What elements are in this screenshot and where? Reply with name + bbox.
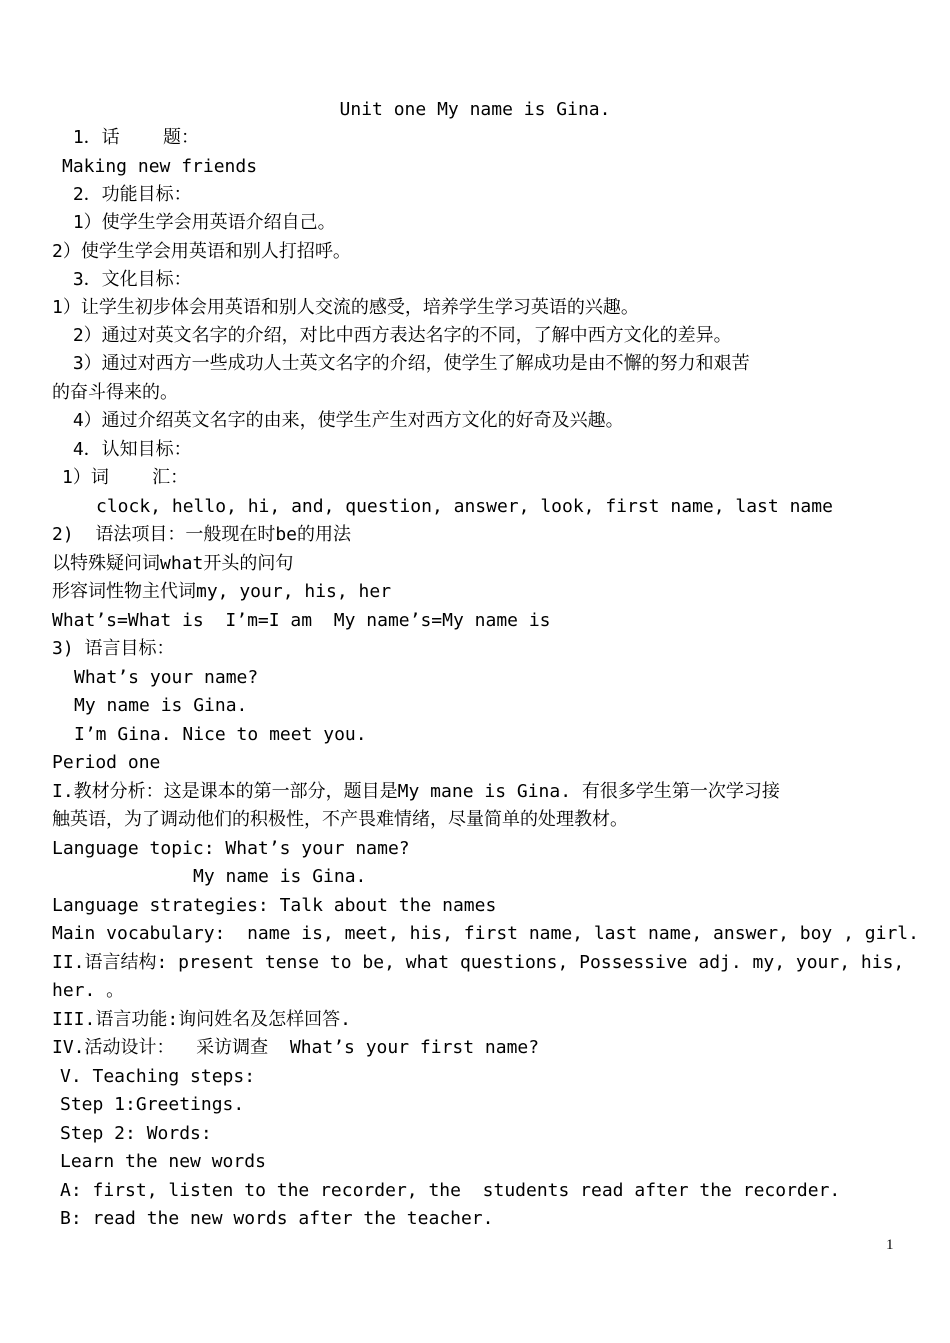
language-goal-1: What’s your name? [74,667,259,688]
language-strategies: Language strategies: Talk about the names [52,895,497,916]
language-goal-3: I’m Gina. Nice to meet you. [74,724,367,745]
main-vocabulary: Main vocabulary: name is, meet, his, first name, last name, answer, boy , girl. [52,923,919,944]
vocabulary-heading: 1）词 汇： [62,467,189,488]
step-2: Step 2: Words: [60,1123,212,1144]
culture-goal-3-continued: 的奋斗得来的。 [52,382,178,403]
learn-new-words: Learn the new words [60,1151,266,1172]
language-function: III.语言功能:询问姓名及怎样回答. [52,1009,352,1030]
section-function-goals-heading: 2．功能目标： [62,184,192,205]
language-topic-answer: My name is Gina. [193,866,367,887]
step-1: Step 1:Greetings. [60,1094,245,1115]
step-b: B: read the new words after the teacher. [60,1208,494,1229]
culture-goal-4: 4）通过介绍英文名字的由来，使学生产生对西方文化的好奇及兴趣。 [62,410,624,431]
grammar-item-1: 以特殊疑问词what开头的问句 [52,553,294,574]
vocabulary-list: clock, hello, hi, and, question, answer, look, first name, last name [96,496,833,517]
topic-text: Making new friends [62,156,258,177]
language-goals-heading: 3) 语言目标： [52,638,175,659]
function-goal-1: 1）使学生学会用英语介绍自己。 [62,212,336,233]
language-structure-continued: her. 。 [52,980,125,1001]
textbook-analysis-continued: 触英语，为了调动他们的积极性，不产畏难情绪，尽量简单的处理教材。 [52,809,628,830]
section-cognitive-goals-heading: 4．认知目标： [62,439,192,460]
section-culture-goals-heading: 3．文化目标： [62,269,192,290]
document-title: Unit one My name is Gina. [339,99,611,120]
grammar-heading: 2) 语法项目：一般现在时be的用法 [52,524,352,545]
step-a: A: first, listen to the recorder, the students read after the recorder. [60,1180,841,1201]
language-topic: Language topic: What’s your name? [52,838,410,859]
culture-goal-3: 3）通过对西方一些成功人士英文名字的介绍，使学生了解成功是由不懈的努力和艰苦 [62,353,750,374]
culture-goal-1: 1）让学生初步体会用英语和别人交流的感受，培养学生学习英语的兴趣。 [52,297,639,318]
grammar-item-3: What’s=What is I’m=I am My name’s=My name is [52,610,551,631]
culture-goal-2: 2）通过对英文名字的介绍，对比中西方表达名字的不同，了解中西方文化的差异。 [62,325,732,346]
section-topic-heading: 1．话 题： [62,127,200,148]
period-heading: Period one [52,752,161,773]
page-number: 1 [886,1237,894,1253]
function-goal-2: 2）使学生学会用英语和别人打招呼。 [52,241,351,262]
teaching-steps-heading: V. Teaching steps: [60,1066,256,1087]
language-structure: II.语言结构: present tense to be, what questions, Possessive adj. my, your, his, [52,952,905,973]
language-goal-2: My name is Gina. [74,695,248,716]
activity-design: IV.活动设计： 采访调查 What’s your first name? [52,1037,540,1058]
textbook-analysis: I.教材分析：这是课本的第一部分，题目是My mane is Gina. 有很多学生第一次学习接 [52,781,780,802]
grammar-item-2: 形容词性物主代词my, your, his, her [52,581,392,602]
